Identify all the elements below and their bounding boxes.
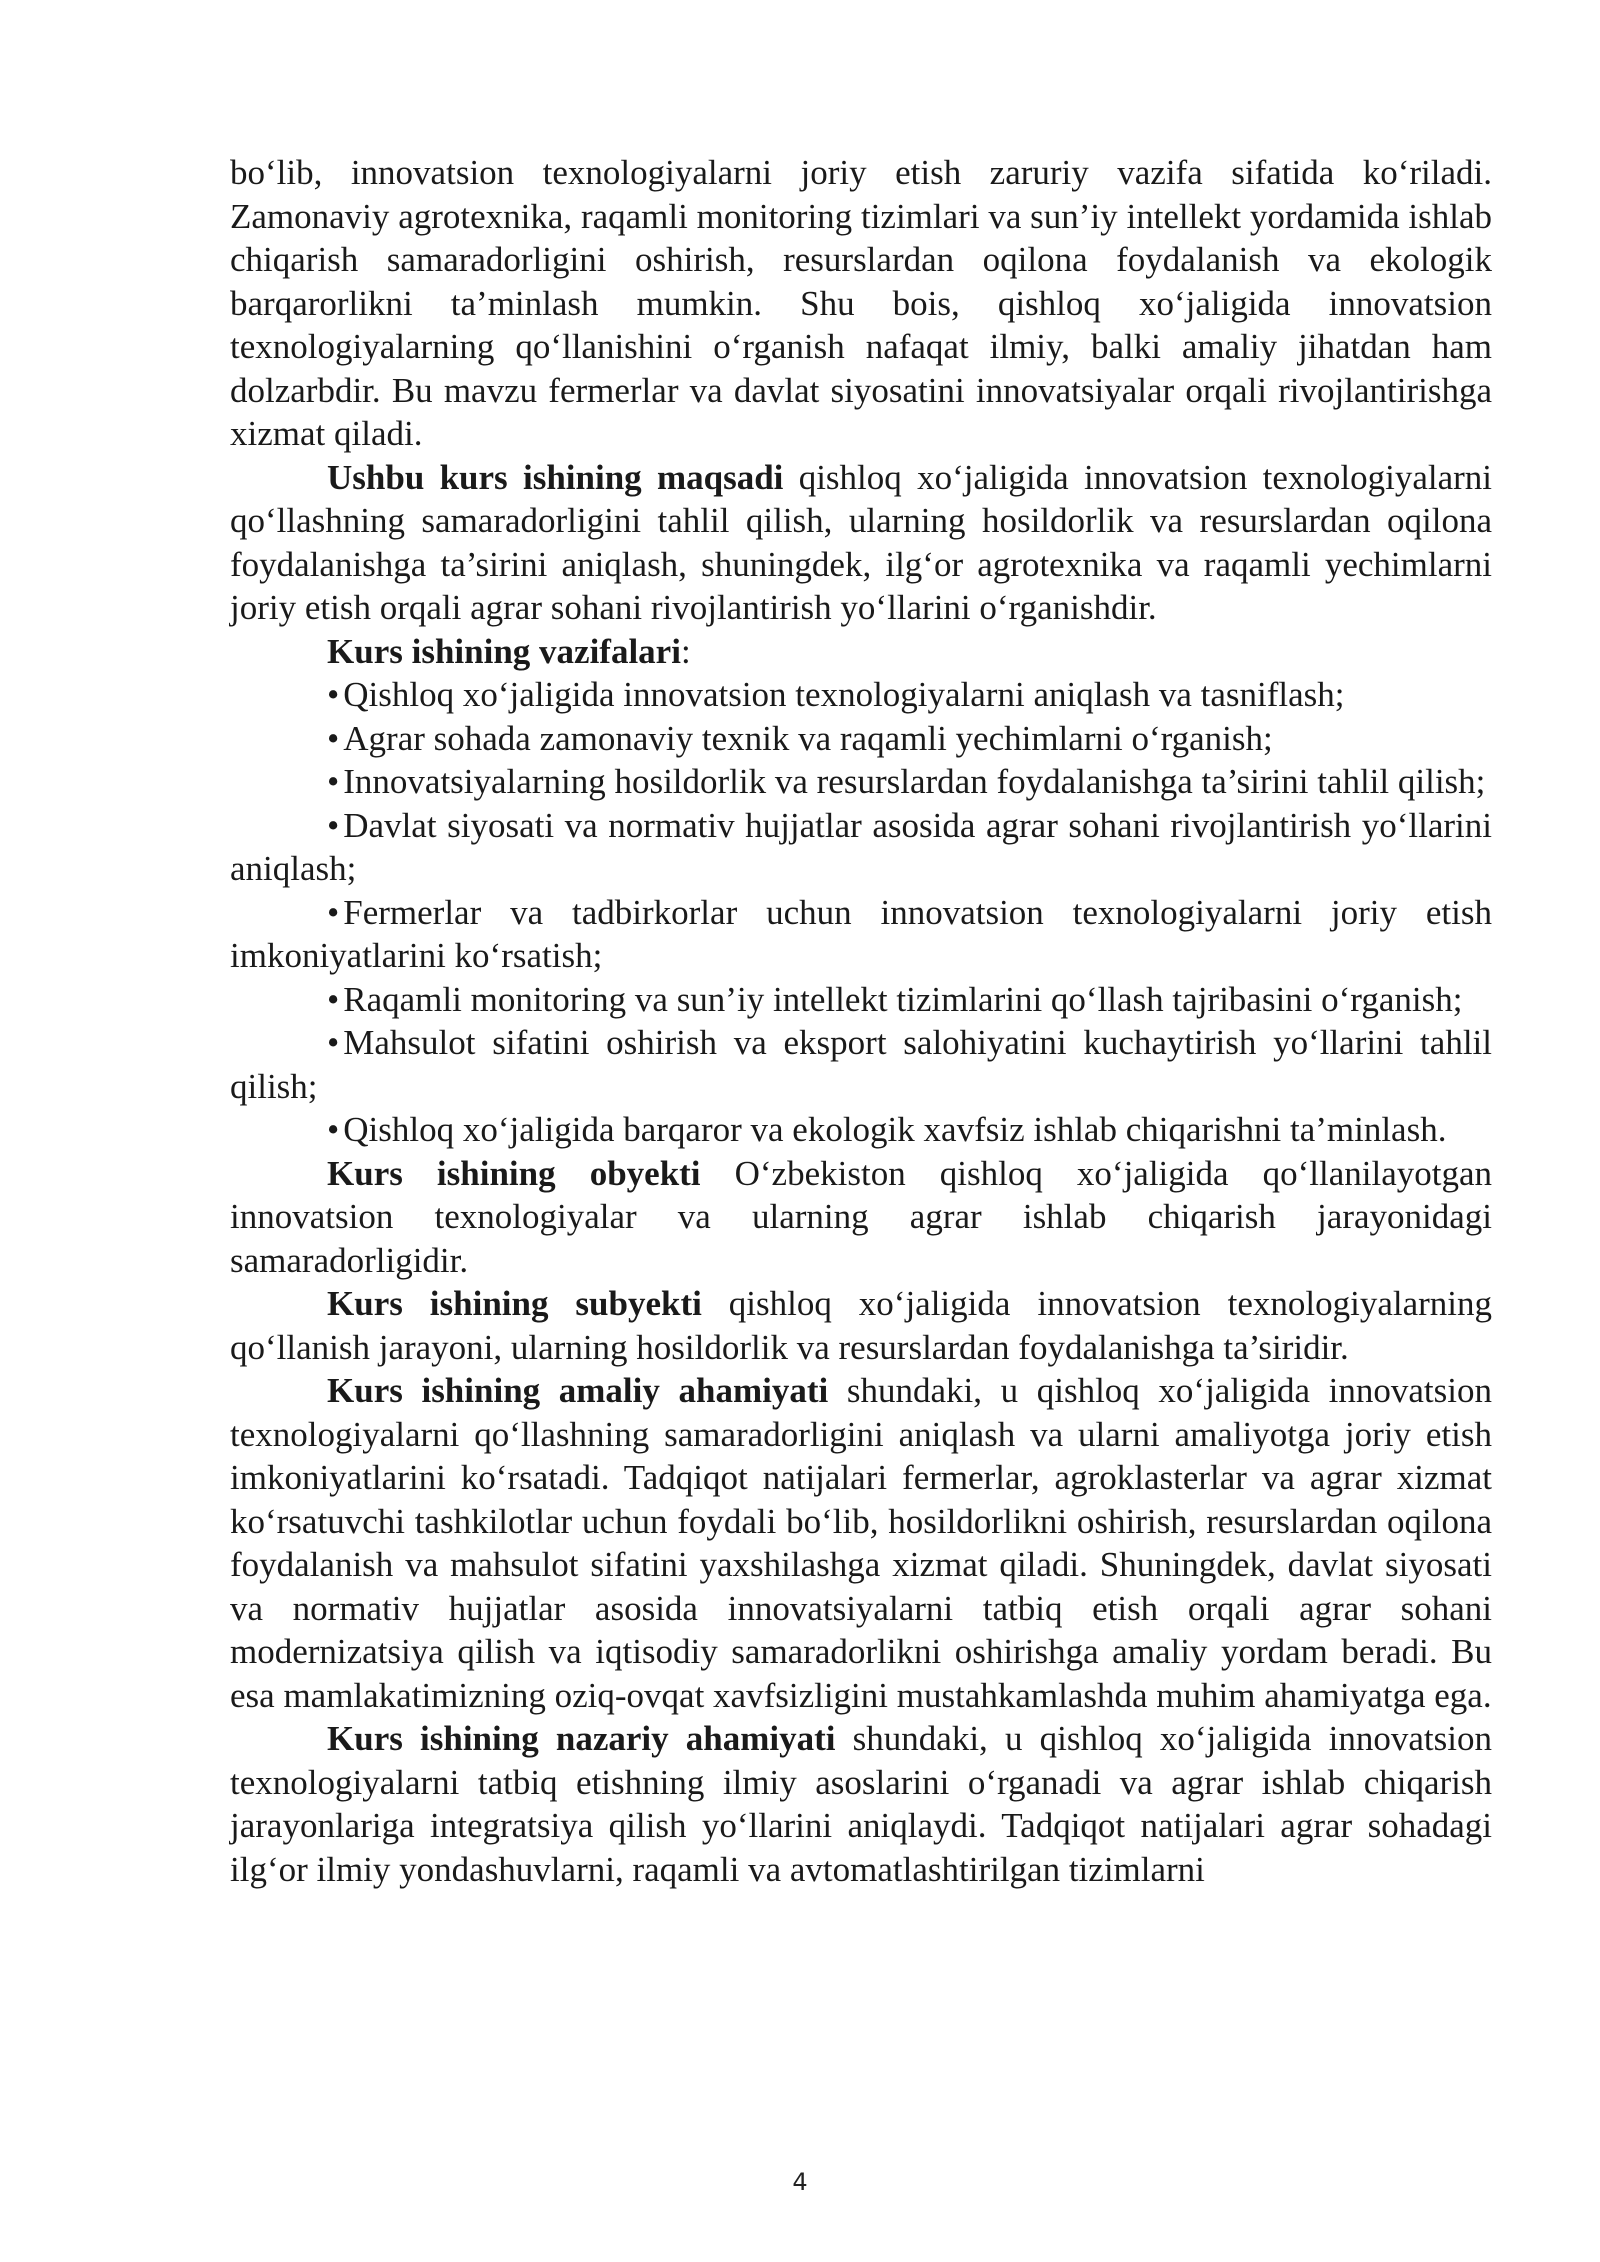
bullet-icon: • xyxy=(327,675,340,714)
bullet-icon: • xyxy=(327,1110,340,1149)
bullet-icon: • xyxy=(327,762,340,801)
amaliy-text: shundaki, u qishloq xo‘jaligida innovatsion texnologiyalarni qo‘llashning samaradorligini aniqlash va ularni amaliyotga joriy etish imkoniyatlarini ko‘rsatadi. Tadqiqot natijalari fermerlar, agroklasterlar va agrar xizmat ko‘rsatuvchi tashkilotlar uchun foydali bo‘lib, hosildorlikni oshirish, resurslardan oqilona foydalanish va mahsulot sifatini yaxshilashga xizmat qiladi. Shuningdek, davlat siyosati va normativ hujjatlar asosida innovatsiyalarni tatbiq etish orqali agrar sohani modernizatsiya qilish va iqtisodiy samaradorlikni oshirishga amaliy yordam beradi. Bu esa mamlakatimizning oziq-ovqat xavfsizligini mustahkamlashda muhim ahamiyatga ega. xyxy=(230,1371,1492,1715)
maqsad-heading: Ushbu kurs ishining maqsadi xyxy=(327,457,784,497)
vazifa-item xyxy=(230,804,1492,891)
vazifa-item xyxy=(230,1108,1492,1152)
vazifa-item-text: Davlat siyosati va normativ hujjatlar asosida agrar sohani rivojlantirish yo‘llarini aniqlash; xyxy=(230,805,1492,888)
vazifa-item xyxy=(230,978,1492,1022)
amaliy-paragraph xyxy=(230,1369,1492,1717)
vazifa-item xyxy=(230,891,1492,978)
subyekt-paragraph xyxy=(230,1282,1492,1369)
intro-paragraph xyxy=(230,151,1492,456)
bullet-icon: • xyxy=(327,892,340,932)
bullet-icon: • xyxy=(327,805,340,845)
vazifalar-heading-paragraph xyxy=(230,630,1492,674)
obyekt-paragraph xyxy=(230,1152,1492,1283)
amaliy-heading: Kurs ishining amaliy ahamiyati xyxy=(327,1371,829,1410)
vazifa-item xyxy=(230,760,1492,804)
obyekt-heading: Kurs ishining obyekti xyxy=(327,1153,701,1193)
nazariy-paragraph xyxy=(230,1717,1492,1891)
nazariy-text: shundaki, u qishloq xo‘jaligida innovatsion texnologiyalarni tatbiq etishning ilmiy asoslarini o‘rganadi va agrar ishlab chiqarish jarayonlariga integratsiya qilish yo‘llarini aniqlaydi. Tadqiqot natijalari agrar sohadagi ilg‘or ilmiy yondashuvlarni, raqamli va avtomatlashtirilgan tizimlarni xyxy=(230,1719,1492,1889)
maqsad-text: qishloq xo‘jaligida innovatsion texnologiyalarni qo‘llashning samaradorligini tahlil qilish, ularning hosildorlik va resurslardan oqilona foydalanishga ta’sirini aniqlash, shuningdek, ilg‘or agrotexnika va raqamli yechimlarni joriy etish orqali agrar sohani rivojlantirish yo‘llarini o‘rganishdir. xyxy=(230,457,1493,627)
vazifa-item-text: Fermerlar va tadbirkorlar uchun innovatsion texnologiyalarni joriy etish imkoniyatlarini ko‘rsatish; xyxy=(230,892,1492,975)
subyekt-heading: Kurs ishining subyekti xyxy=(327,1284,702,1323)
bullet-icon: • xyxy=(327,1023,340,1062)
intro-text: bo‘lib, innovatsion texnologiyalarni joriy etish zaruriy vazifa sifatida ko‘riladi. Zamonaviy agrotexnika, raqamli monitoring tizimlari va sun’iy intellekt yordamida ishlab chiqarish samaradorligini oshirish, resurslardan oqilona foydalanish va ekologik barqarorlikni ta’minlash mumkin. Shu bois, qishloq xo‘jaligida innovatsion texnologiyalarning qo‘llanishini o‘rganish nafaqat ilmiy, balki amaliy jihatdan ham dolzarbdir. Bu mavzu fermerlar va davlat siyosatini innovatsiyalar orqali rivojlantirishga xizmat qiladi. xyxy=(230,153,1492,453)
vazifa-item-text: Qishloq xo‘jaligida innovatsion texnologiyalarni aniqlash va tasniflash; xyxy=(343,675,1345,714)
obyekt-text: O‘zbekiston qishloq xo‘jaligida qo‘llanilayotgan innovatsion texnologiyalar va ularning agrar ishlab chiqarish jarayonidagi samaradorligidir. xyxy=(230,1153,1492,1280)
nazariy-heading: Kurs ishining nazariy ahamiyati xyxy=(327,1719,836,1758)
subyekt-text: qishloq xo‘jaligida innovatsion texnologiyalarning qo‘llanish jarayoni, ularning hosildorlik va resurslardan foydalanishga ta’siridir. xyxy=(230,1284,1492,1367)
vazifalar-colon: : xyxy=(680,631,691,671)
document-body xyxy=(230,151,1492,1891)
maqsad-paragraph xyxy=(230,456,1492,630)
bullet-icon: • xyxy=(327,718,340,758)
vazifa-item xyxy=(230,673,1492,717)
vazifa-item xyxy=(230,1021,1492,1108)
vazifa-item-text: Mahsulot sifatini oshirish va eksport salohiyatini kuchaytirish yo‘llarini tahlil qilish; xyxy=(230,1023,1492,1106)
vazifa-item-text: Raqamli monitoring va sun’iy intellekt tizimlarini qo‘llash tajribasini o‘rganish; xyxy=(343,979,1463,1019)
bullet-icon: • xyxy=(327,979,340,1019)
page-number: 4 xyxy=(792,2168,808,2196)
vazifa-item-text: Agrar sohada zamonaviy texnik va raqamli yechimlarni o‘rganish; xyxy=(343,718,1273,758)
vazifa-item-text: Qishloq xo‘jaligida barqaror va ekologik xavfsiz ishlab chiqarishni ta’minlash. xyxy=(343,1110,1447,1149)
vazifalar-heading: Kurs ishining vazifalari xyxy=(327,631,681,671)
vazifa-item xyxy=(230,717,1492,761)
vazifa-item-text: Innovatsiyalarning hosildorlik va resurslardan foydalanishga ta’sirini tahlil qilish; xyxy=(343,762,1486,801)
